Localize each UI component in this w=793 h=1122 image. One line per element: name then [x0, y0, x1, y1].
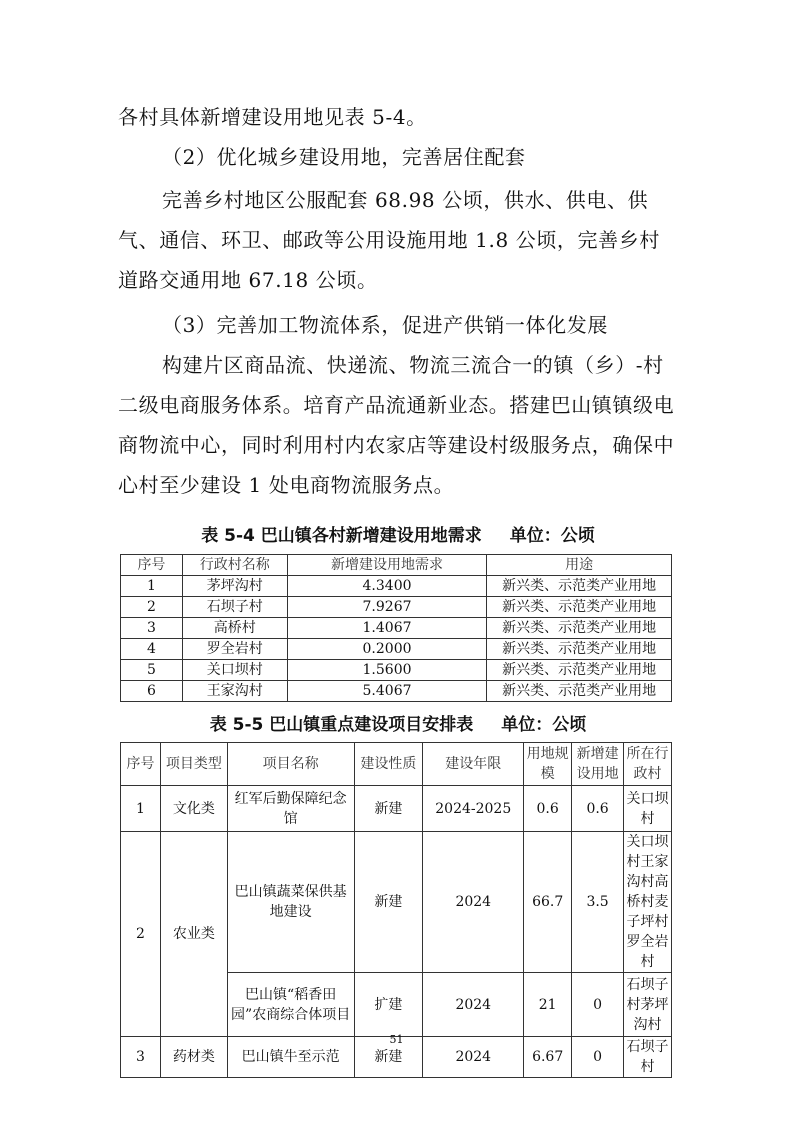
paragraph-public-facilities: 完善乡村地区公服配套 68.98 公顷，供水、供电、供气、通信、环卫、邮政等公用设施用地 1.8 公顷，完善乡村道路交通用地 67.18 公顷。: [118, 188, 660, 292]
table-cell: 巴山镇牛至示范: [227, 1037, 354, 1078]
header-cell: 序号: [121, 555, 183, 576]
table-cell: 0.6: [524, 786, 572, 832]
table-unit: 单位：公顷: [509, 526, 595, 546]
table-cell: 王家沟村: [182, 681, 287, 702]
table-cell: 巴山镇蔬菜保供基地建设: [227, 832, 354, 973]
header-cell: 所在行政村: [624, 743, 672, 786]
table-cell: 新兴类、示范类产业用地: [487, 597, 672, 618]
table-cell: 2: [121, 832, 161, 1037]
table-cell: 66.7: [524, 832, 572, 973]
table-cell: 新兴类、示范类产业用地: [487, 576, 672, 597]
table-cell: 2024: [423, 973, 524, 1037]
table-cell: 6: [121, 681, 183, 702]
table-cell: 5.4067: [287, 681, 487, 702]
table-cell: 茅坪沟村: [182, 576, 287, 597]
table-row: [121, 786, 672, 832]
village-land-table: [120, 554, 672, 702]
table-cell: 罗全岩村: [182, 639, 287, 660]
table-cell: 农业类: [160, 832, 227, 1037]
header-cell: 序号: [121, 743, 161, 786]
header-cell: 建设性质: [354, 743, 423, 786]
header-cell: 项目名称: [227, 743, 354, 786]
header-cell: 用途: [487, 555, 672, 576]
table-cell: 0.2000: [287, 639, 487, 660]
table-cell: 扩建: [354, 973, 423, 1037]
table-cell: 文化类: [160, 786, 227, 832]
table-cell: 药材类: [160, 1037, 227, 1078]
header-cell: 新增建设用地: [572, 743, 624, 786]
table-row: [121, 576, 672, 597]
table-cell: 石坝子村: [182, 597, 287, 618]
paragraph-intro: 各村具体新增建设用地见表 5-4。: [118, 105, 427, 129]
header-cell: 项目类型: [160, 743, 227, 786]
table-row: [121, 832, 672, 973]
header-cell: 建设年限: [423, 743, 524, 786]
table-cell: 关口坝村: [182, 660, 287, 681]
table-cell: 0.6: [572, 786, 624, 832]
table-cell: 巴山镇“稻香田园”农商综合体项目: [227, 973, 354, 1037]
table-cell: 6.67: [524, 1037, 572, 1078]
table-cell: 新兴类、示范类产业用地: [487, 660, 672, 681]
table-cell: 关口坝村: [624, 786, 672, 832]
table-cell: 红军后勤保障纪念馆: [227, 786, 354, 832]
table-cell: 5: [121, 660, 183, 681]
table-cell: 2024: [423, 1037, 524, 1078]
table-cell: 7.9267: [287, 597, 487, 618]
table-cell: 关口坝村王家沟村高桥村麦子坪村罗全岩村: [624, 832, 672, 973]
section-heading-2: （2）优化城乡建设用地，完善居住配套: [162, 145, 526, 169]
key-projects-table: [120, 742, 672, 1078]
header-cell: 新增建设用地需求: [287, 555, 487, 576]
table-cell: 3: [121, 618, 183, 639]
table-header-row: [121, 555, 672, 576]
table-cell: 新兴类、示范类产业用地: [487, 618, 672, 639]
section-heading-3: （3）完善加工物流体系，促进产供销一体化发展: [162, 313, 608, 337]
table-row: [121, 681, 672, 702]
table-cell: 石坝子村茅坪沟村: [624, 973, 672, 1037]
table-cell: 高桥村: [182, 618, 287, 639]
page-number: 51: [389, 1033, 404, 1046]
table-cell: 1.5600: [287, 660, 487, 681]
table-title: 表 5-5 巴山镇重点建设项目安排表: [209, 715, 474, 735]
table-cell: 21: [524, 973, 572, 1037]
table-row: [121, 597, 672, 618]
table-caption-5-5: [118, 710, 678, 735]
table-cell: 新建: [354, 832, 423, 973]
table-cell: 新建: [354, 1037, 423, 1078]
paragraph-logistics: 构建片区商品流、快递流、物流三流合一的镇（乡）-村二级电商服务体系。培育产品流通新业态。搭建巴山镇镇级电商物流中心，同时利用村内农家店等建设村级服务点，确保中心村至少建设 1 处电商物流服务点。: [118, 353, 675, 497]
header-cell: 行政村名称: [182, 555, 287, 576]
table-unit: 单位：公顷: [501, 715, 587, 735]
table-cell: 3: [121, 1037, 161, 1078]
table-cell: 2024: [423, 832, 524, 973]
table-cell: 1: [121, 786, 161, 832]
table-cell: 新兴类、示范类产业用地: [487, 681, 672, 702]
table-cell: 3.5: [572, 832, 624, 973]
header-cell: 用地规模: [524, 743, 572, 786]
table-cell: 新建: [354, 786, 423, 832]
table-cell: 石坝子村: [624, 1037, 672, 1078]
table-title: 表 5-4 巴山镇各村新增建设用地需求: [201, 526, 482, 546]
table-cell: 4.3400: [287, 576, 487, 597]
table-cell: 1: [121, 576, 183, 597]
table-cell: 0: [572, 973, 624, 1037]
table-header-row: [121, 743, 672, 786]
table-caption-5-4: [118, 521, 678, 546]
table-cell: 新兴类、示范类产业用地: [487, 639, 672, 660]
table-cell: 4: [121, 639, 183, 660]
table-cell: 2024-2025: [423, 786, 524, 832]
table-row: [121, 618, 672, 639]
table-cell: 1.4067: [287, 618, 487, 639]
table-row: [121, 639, 672, 660]
table-cell: 2: [121, 597, 183, 618]
table-cell: 0: [572, 1037, 624, 1078]
table-row: [121, 660, 672, 681]
